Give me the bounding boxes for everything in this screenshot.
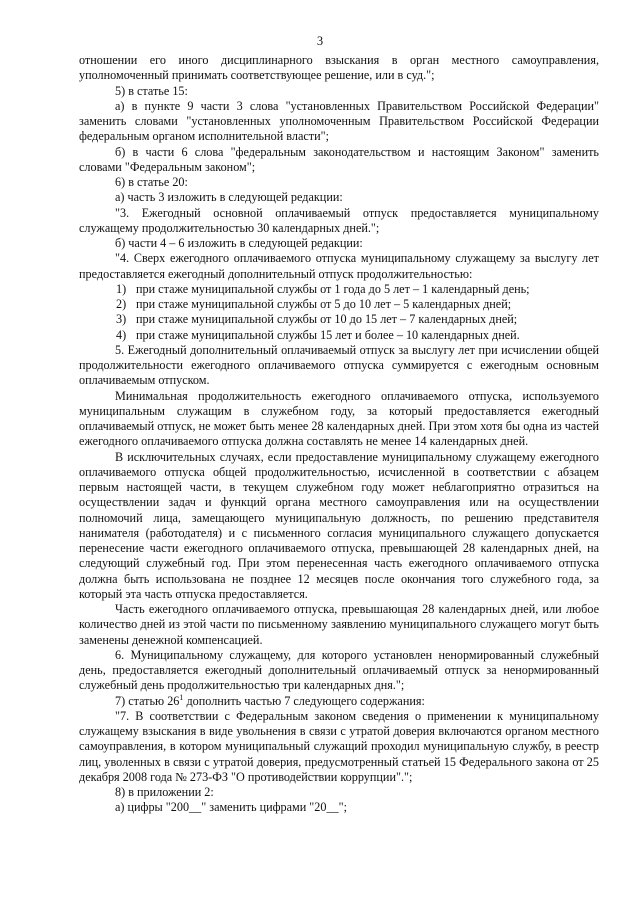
paragraph: Минимальная продолжительность ежегодного оплачиваемого отпуска, используемого муниципальным служащим в служебном году, за который предоставляется ежегодный оплачиваемый отпуск, не может быть менее 28 календарных дней. При этом хотя бы одна из частей ежегодного оплачиваемого отпуска должна составлять не менее 14 календарных дней. [79,388,599,449]
paragraph: "3. Ежегодный основной оплачиваемый отпуск предоставляется муниципальному служащему продолжительностью 30 календарных дней."; [79,205,599,235]
paragraph: Часть ежегодного оплачиваемого отпуска, превышающая 28 календарных дней, или любое количество дней из этой части по письменному заявлению муниципального служащего могут быть заменены денежной компенсацией. [79,602,599,647]
list-item [79,328,599,343]
paragraph: б) в части 6 слова "федеральным законодательством и настоящим Законом" заменить словами "Федеральным законом"; [79,144,599,174]
list-item-number: 1) [116,281,127,296]
superscript: 1 [179,692,184,702]
paragraph: "4. Сверх ежегодного оплачиваемого отпуска муниципальному служащему за выслугу лет предоставляется ежегодный дополнительный отпуск продолжительностью: [79,251,599,281]
paragraph: отношении его иного дисциплинарного взыскания в орган местного самоуправления, уполномоченный принимать соответствующее решение, или в суд."; [79,53,599,83]
list-item [79,282,599,297]
list-item-text: при стаже муниципальной службы от 1 года до 5 лет – 1 календарный день; [136,281,530,296]
paragraph-article-26 [79,694,599,709]
list-item-text: при стаже муниципальной службы 15 лет и более – 10 календарных дней. [136,327,520,342]
paragraph: а) цифры "200__" заменить цифрами "20__"; [115,800,348,815]
paragraph: 5. Ежегодный дополнительный оплачиваемый отпуск за выслугу лет при исчислении общей продолжительности ежегодного оплачиваемого отпуска суммируется с ежегодным основным оплачиваемым отпуском. [79,342,599,388]
paragraph: а) часть 3 изложить в следующей редакции: [115,190,343,205]
article-26-text: 7) статью 26 [115,693,180,708]
paragraph: 6. Муниципальному служащему, для которого установлен ненормированный служебный день, предоставляется ежегодный дополнительный оплачиваемый отпуск за ненормированный служебный день продолжительностью три календарных дня."; [79,647,599,693]
list-item-number: 3) [116,312,127,327]
paragraph: 8) в приложении 2: [115,785,214,799]
page-number: 3 [316,34,324,48]
document-body [79,53,599,816]
list-item-text: при стаже муниципальной службы от 5 до 10 лет – 5 календарных дней; [136,297,512,311]
list-item-number: 2) [116,297,127,311]
paragraph: б) части 4 – 6 изложить в следующей редакции: [115,236,363,250]
list-item-text: при стаже муниципальной службы от 10 до 15 лет – 7 календарных дней; [136,312,518,327]
paragraph: "7. В соответствии с Федеральным законом сведения о применении к муниципальному служащему взыскания в виде увольнения в связи с утратой доверия включаются органом местного самоуправления, в котором муниципальный служащий проходил муниципальную службу, в реестр лиц, уволенных в связи с утратой доверия, предусмотренный статьей 15 Федерального закона от 25 декабря 2008 года № 273-ФЗ "О противодействии коррупции"."; [79,708,599,784]
paragraph: В исключительных случаях, если предоставление муниципальному служащему ежегодного оплачиваемого отпуска общей продолжительностью, исчисленной в соответствии с абзацем первым настоящей части, в текущем служебном году может неблагоприятно отразиться на осуществлении задач и функций органа местного самоуправления или на осуществлении полномочий лица, замещающего муниципальную должность, по решению представителя нанимателя (работодателя) и с письменного согласия муниципального служащего допускается перенесение части ежегодного оплачиваемого отпуска, превышающей 28 календарных дней, на следующий служебный год. При этом перенесенная часть ежегодного оплачиваемого отпуска должна быть использована не позднее 12 месяцев после окончания того служебного года, за который эта часть отпуска предоставляется. [79,449,599,601]
list-item [79,297,599,312]
list-item-number: 4) [116,327,127,342]
paragraph: 6) в статье 20: [115,175,188,189]
article-26-text-rest: дополнить частью 7 следующего содержания: [183,693,425,708]
list-item [79,312,599,327]
paragraph: 5) в статье 15: [115,83,188,98]
paragraph: а) в пункте 9 части 3 слова "установленных Правительством Российской Федерации" заменить словами "установленных уполномоченным Правительством Российской Федерации федеральным органом исполнительной власти"; [79,98,599,144]
